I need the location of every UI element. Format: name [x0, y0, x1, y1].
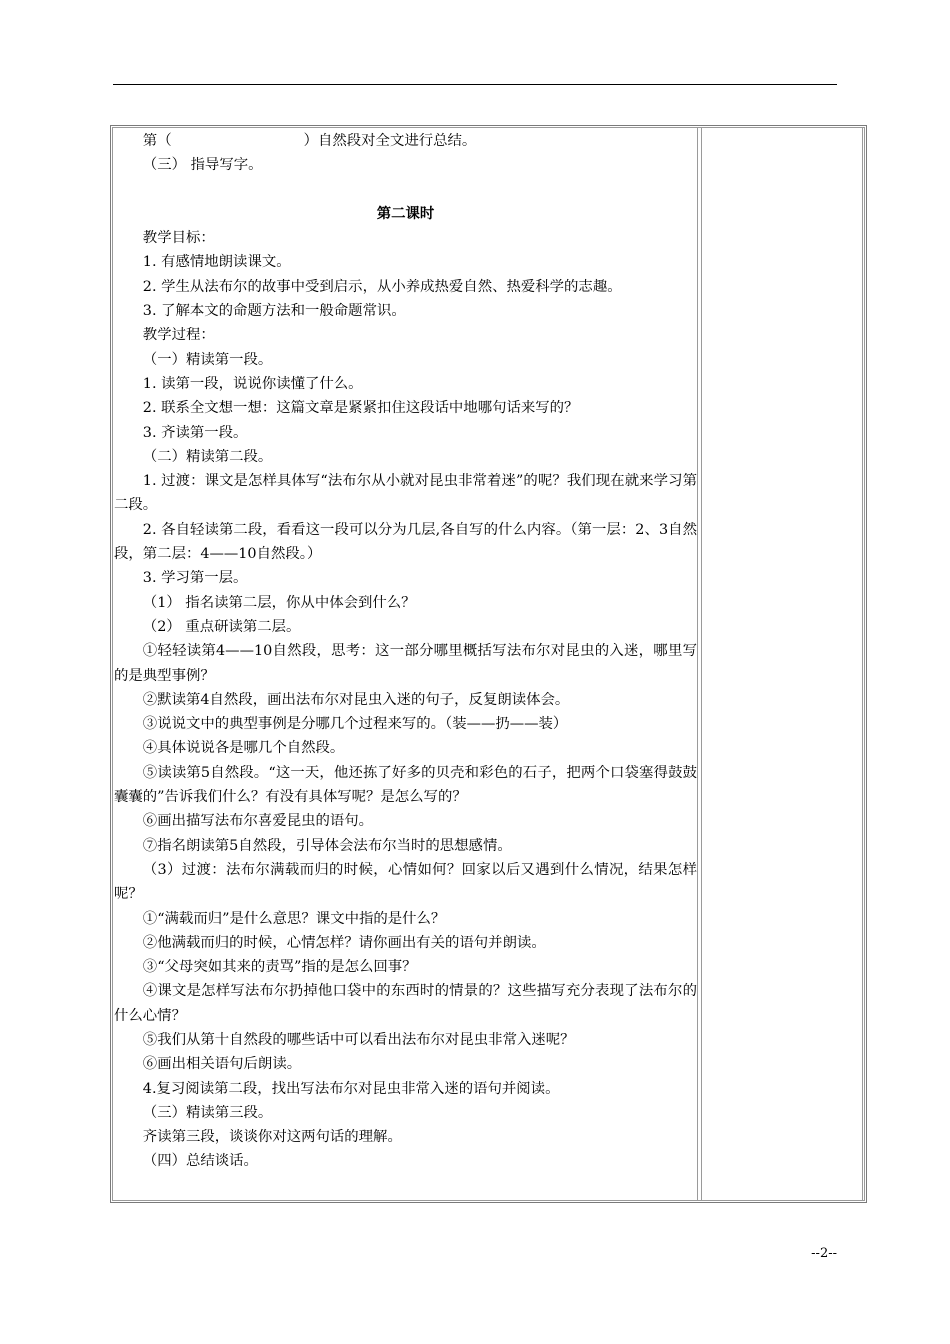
section-heading: （四）总结谈话。: [142, 1153, 258, 1170]
text-line: 第（ ）自然段对全文进行总结。: [142, 133, 477, 149]
text-line: ⑤我们从第十自然段的哪些话中可以看出法布尔对昆虫非常入迷呢？: [142, 1031, 575, 1048]
text-line: ⑦指名朗读第5自然段，引导体会法布尔当时的思想感情。: [142, 837, 512, 854]
text-line: 教学过程：: [142, 327, 215, 344]
blank-line: [114, 178, 697, 202]
text-line: ④课文是怎样写法布尔扔掉他口袋中的东西时的情景的？这些描写充分表现了法布尔的什么心情？: [114, 983, 697, 1024]
text-line: 3. 了解本文的命题方法和一般命题常识。: [142, 303, 406, 320]
text-line: （2） 重点研读第二层。: [142, 618, 301, 635]
text-line: 2. 各自轻读第二段，看看这一段可以分为几层,各自写的什么内容。（第一层：2、3自然段，第二层：4——10自然段。）: [114, 521, 697, 563]
text-line: 教学目标：: [142, 230, 215, 247]
text-line: 3. 齐读第一段。: [142, 424, 248, 441]
text-line: ②他满载而归的时候，心情怎样？请你画出有关的语句并朗读。: [142, 934, 546, 951]
text-line: 齐读第三段，谈谈你对这两句话的理解。: [142, 1129, 402, 1146]
text-line: ③说说文中的典型事例是分哪几个过程来写的。（装——扔——装）: [142, 716, 568, 733]
lesson-plan-text: [114, 129, 697, 1174]
lesson-title: 第二课时: [376, 204, 435, 222]
text-line: （1） 指名读第二层，你从中体会到什么？: [142, 594, 416, 611]
text-line: 1. 过渡：课文是怎样具体写“法布尔从小就对昆虫非常着迷”的呢？我们现在就来学习第二段。: [114, 473, 697, 514]
section-heading: （一）精读第一段。: [142, 351, 273, 368]
text-line: 2. 联系全文想一想：这篇文章是紧紧扣住这段话中地哪句话来写的？: [142, 400, 579, 417]
section-heading: （三） 指导写字。: [142, 157, 263, 174]
column-divider: [862, 127, 863, 1201]
section-heading: （三）精读第三段。: [142, 1104, 273, 1121]
text-line: ①“满载而归”是什么意思？课文中指的是什么？: [142, 910, 446, 927]
section-heading: （二）精读第二段。: [142, 448, 273, 465]
text-line: ⑤读读第5自然段。“这一天，他还拣了好多的贝壳和彩色的石子，把两个口袋塞得鼓鼓囊囊的”告诉我们什么？有没有具体写呢？是怎么写的？: [114, 764, 697, 806]
text-line: ③“父母突如其来的责骂”指的是怎么回事？: [142, 959, 417, 976]
page-number: --2--: [811, 1246, 837, 1261]
text-line: ②默读第4自然段，画出法布尔对昆虫入迷的句子，反复朗读体会。: [142, 691, 570, 708]
text-line: （3）过渡：法布尔满载而归的时候，心情如何？回家以后又遇到什么情况，结果怎样呢？: [114, 861, 697, 903]
column-divider: [701, 127, 702, 1201]
text-line: 1. 有感情地朗读课文。: [142, 254, 291, 271]
text-line: ④具体说说各是哪几个自然段。: [142, 740, 345, 757]
header-rule: [113, 84, 837, 85]
text-line: ①轻轻读第4——10自然段，思考：这一部分哪里概括写法布尔对昆虫的入迷，哪里写的是典型事例？: [114, 643, 697, 684]
text-line: ⑥画出相关语句后朗读。: [142, 1056, 302, 1073]
text-line: 2. 学生从法布尔的故事中受到启示，从小养成热爱自然、热爱科学的志趣。: [142, 278, 622, 295]
text-line: 3. 学习第一层。: [142, 570, 248, 587]
text-line: 1. 读第一段，说说你读懂了什么。: [142, 375, 363, 392]
text-line: ⑥画出描写法布尔喜爱昆虫的语句。: [142, 813, 374, 830]
column-divider: [697, 127, 698, 1201]
text-line: 4.复习阅读第二段，找出写法布尔对昆虫非常入迷的语句并阅读。: [142, 1080, 560, 1097]
